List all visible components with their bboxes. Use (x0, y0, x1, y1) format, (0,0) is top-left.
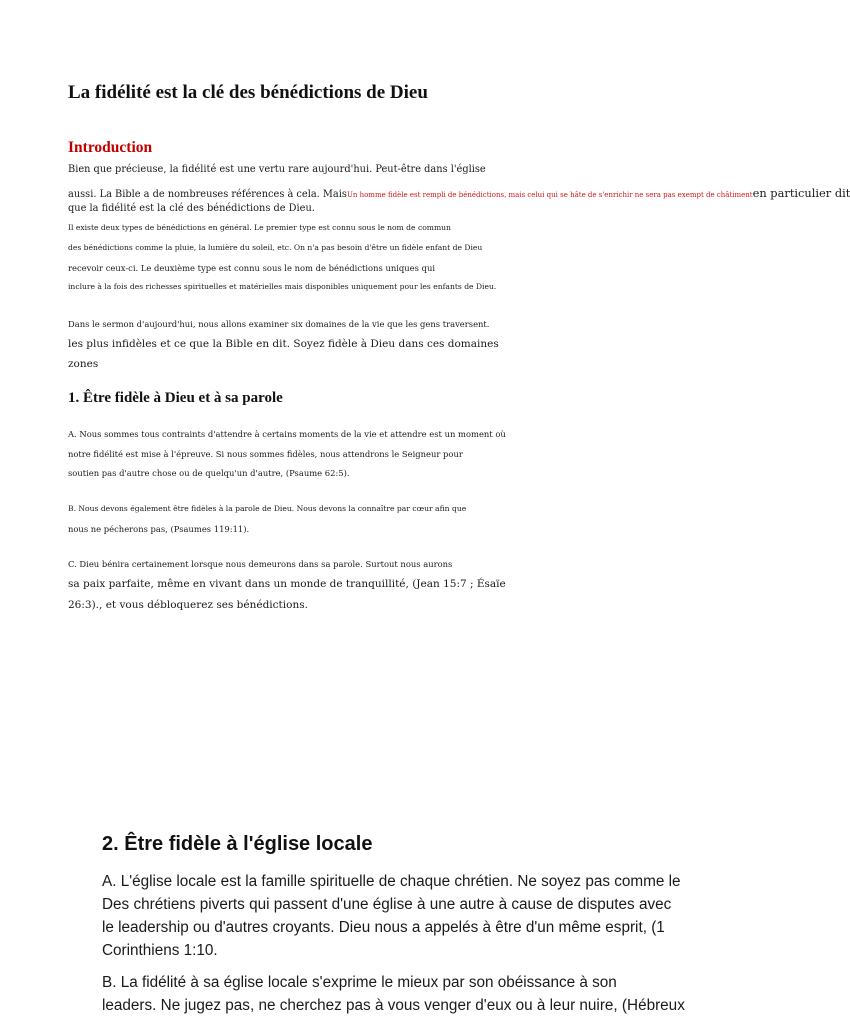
intro-line-8: Dans le sermon d'aujourd'hui, nous allons examiner six domaines de la vie que les gens traversent. (68, 319, 490, 329)
section-1-b-line-2: nous ne pécherons pas, (Psaumes 119:11). (68, 524, 250, 534)
intro-line-6: recevoir ceux-ci. Le deuxième type est connu sous le nom de bénédictions uniques qui (68, 263, 436, 273)
intro-quote-red: Un homme fidèle est rempli de bénédictions, mais celui qui se hâte de s'enrichir ne sera pas exempt de châtiment (346, 191, 753, 199)
section-2-b-line-2: leaders. Ne jugez pas, ne cherchez pas à vous venger d'eux ou à leur nuire, (Hébreux (102, 997, 685, 1014)
section-1-b-line-1: B. Nous devons également être fidèles à la parole de Dieu. Nous devons la connaître par cœur afin que (68, 504, 467, 513)
section-1-heading: 1. Être fidèle à Dieu et à sa parole (68, 390, 283, 406)
section-1-a-line-3: soutien pas d'autre chose ou de quelqu'un d'autre, (Psaume 62:5). (68, 468, 350, 478)
section-2-a-line-3: le leadership ou d'autres croyants. Dieu nous a appelés à être d'un même esprit, (1 (102, 919, 665, 936)
section-1-c-line-2: sa paix parfaite, même en vivant dans un monde de tranquillité, (Jean 15:7 ; Ésaïe (68, 578, 506, 590)
section-2-heading: 2. Être fidèle à l'église locale (102, 833, 373, 855)
intro-line-1: Bien que précieuse, la fidélité est une vertu rare aujourd'hui. Peut-être dans l'église (68, 164, 486, 175)
section-1-a-line-2: notre fidélité est mise à l'épreuve. Si nous sommes fidèles, nous attendrons le Seigneur pour (68, 449, 463, 459)
document-title: La fidélité est la clé des bénédictions de Dieu (68, 82, 428, 103)
section-1-c-line-3: 26:3)., et vous débloquerez ses bénédictions. (68, 599, 308, 611)
intro-line-7: inclure à la fois des richesses spirituelles et matérielles mais disponibles uniquement pour les enfants de Dieu. (68, 282, 497, 291)
section-2-a-line-2: Des chrétiens piverts qui passent d'une église à une autre à cause de disputes avec (102, 896, 672, 913)
section-1-a-line-1: A. Nous sommes tous contraints d'attendre à certains moments de la vie et attendre est un moment où (68, 429, 506, 439)
intro-line-10: zones (68, 358, 99, 370)
intro-line-2-start: aussi. La Bible a de nombreuses références à cela. Mais (68, 189, 347, 200)
intro-line-3: que la fidélité est la clé des bénédictions de Dieu. (68, 203, 315, 214)
intro-line-9: les plus infidèles et ce que la Bible en dit. Soyez fidèle à Dieu dans ces domaines (68, 338, 499, 350)
section-2-a-line-1: A. L'église locale est la famille spirituelle de chaque chrétien. Ne soyez pas comme le (102, 873, 681, 890)
intro-heading: Introduction (68, 139, 153, 156)
intro-line-4: Il existe deux types de bénédictions en général. Le premier type est connu sous le nom de commun (68, 223, 451, 232)
section-2-a-line-4: Corinthiens 1:10. (102, 942, 218, 959)
intro-line-2 (68, 182, 850, 201)
intro-line-5: des bénédictions comme la pluie, la lumière du soleil, etc. On n'a pas besoin d'être un fidèle enfant de Dieu (68, 243, 483, 252)
section-1-c-line-1: C. Dieu bénira certainement lorsque nous demeurons dans sa parole. Surtout nous aurons (68, 559, 453, 569)
intro-line-2-end: en particulier dit (752, 186, 850, 200)
section-2-b-line-1: B. La fidélité à sa église locale s'exprime le mieux par son obéissance à son (102, 974, 617, 991)
